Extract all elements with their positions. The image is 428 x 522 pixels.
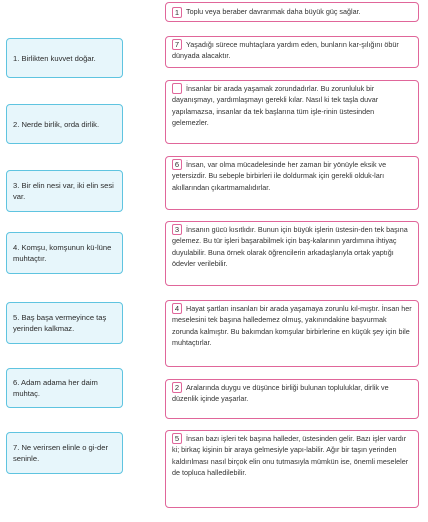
meaning-4 [165, 156, 419, 210]
proverb-6 [6, 368, 123, 408]
meaning-7 [165, 379, 419, 419]
proverb-text: 1. Birlikten kuvvet doğar. [13, 53, 96, 63]
meaning-text: Yaşadığı sürece muhtaçlara yardım eden, bunların kar-şılığını öbür dünyada alacaktır. [172, 40, 399, 61]
proverb-7 [6, 432, 123, 474]
proverb-1 [6, 38, 123, 78]
proverb-text: 6. Adam adama her daim muhtaç. [13, 378, 98, 398]
meaning-text: İnsan, var olma mücadelesinde her zaman bir yönüyle eksik ve yetersizdir. Bu sebeple birbirleri ile doldurmak için gerekli olduk-ları akıllarından çıkartmamalıdırlar. [172, 160, 387, 192]
answer-box[interactable]: 6 [172, 159, 182, 170]
proverb-text: 5. Baş başa vermeyince taş yerinden kalkmaz. [13, 313, 107, 333]
meaning-3 [165, 80, 419, 144]
proverb-text: 4. Komşu, komşunun kü-lüne muhtaçtır. [13, 243, 112, 263]
answer-box[interactable]: 3 [172, 224, 182, 235]
meaning-5 [165, 221, 419, 286]
proverb-4 [6, 232, 123, 274]
proverb-2 [6, 104, 123, 144]
meaning-2 [165, 36, 419, 68]
proverb-text: 3. Bir elin nesi var, iki elin sesi var. [13, 181, 114, 201]
meaning-6 [165, 300, 419, 367]
meaning-text: Hayat şartları insanları bir arada yaşamaya zorunlu kıl-mıştır. İnsan her meselesini tek başına halledemez olmuş, yakınındakine başvurmak zorunda kalmıştır. Bu bakımdan komşular birbirlerine en küçük şey için bile muhtaçtırlar. [172, 304, 412, 348]
meaning-8 [165, 430, 419, 508]
meaning-text: İnsan bazı işleri tek başına halleder, üstesinden gelir. Bazı işler vardır ki; birkaç kişinin bir araya gelmesiyle yapı-labilir. Ağır bir taşın yerinden kaldırılması nasıl birçok elin onu tutmasıyla mümkün ise, önemli meseleler de topluca halledilebilir. [172, 434, 409, 478]
proverb-5 [6, 302, 123, 344]
proverb-text: 7. Ne verirsen elinle o gi-der seninle. [13, 443, 108, 463]
meaning-1 [165, 2, 419, 22]
meaning-text: İnsanlar bir arada yaşamak zorundadırlar. Bu zorunluluk bir dayanışmayı, yardımlaşmayı gerekli kılar. Nasıl ki tek taşla duvar yapılamazsa, insanlar da tek başlarına tüm işle-rinin üstesinden gelemezler. [172, 84, 379, 128]
answer-box[interactable]: 4 [172, 303, 182, 314]
answer-box[interactable]: 1 [172, 7, 182, 18]
meaning-text: Aralarında duygu ve düşünce birliği bulunan topluluklar, dirlik ve düzenlik içinde yaşarlar. [172, 383, 389, 404]
answer-box[interactable]: 2 [172, 382, 182, 393]
answer-box[interactable] [172, 83, 182, 94]
proverb-3 [6, 170, 123, 212]
answer-box[interactable]: 7 [172, 39, 182, 50]
answer-box[interactable]: 5 [172, 433, 182, 444]
meaning-text: Toplu veya beraber davranmak daha büyük güç sağlar. [186, 7, 361, 17]
meaning-text: İnsanın gücü kısıtlıdır. Bunun için büyük işlerin üstesin-den tek başına gelemez. Bu tür işleri başarabilmek için baş-kalarının yardımına ihtiyaç duyulabilir. Buna örnek olarak öğrencilerin arkadaşlarıyla ortak yaptığı ödevler verilebilir. [172, 225, 408, 269]
proverb-text: 2. Nerde birlik, orda dirlik. [13, 119, 100, 129]
